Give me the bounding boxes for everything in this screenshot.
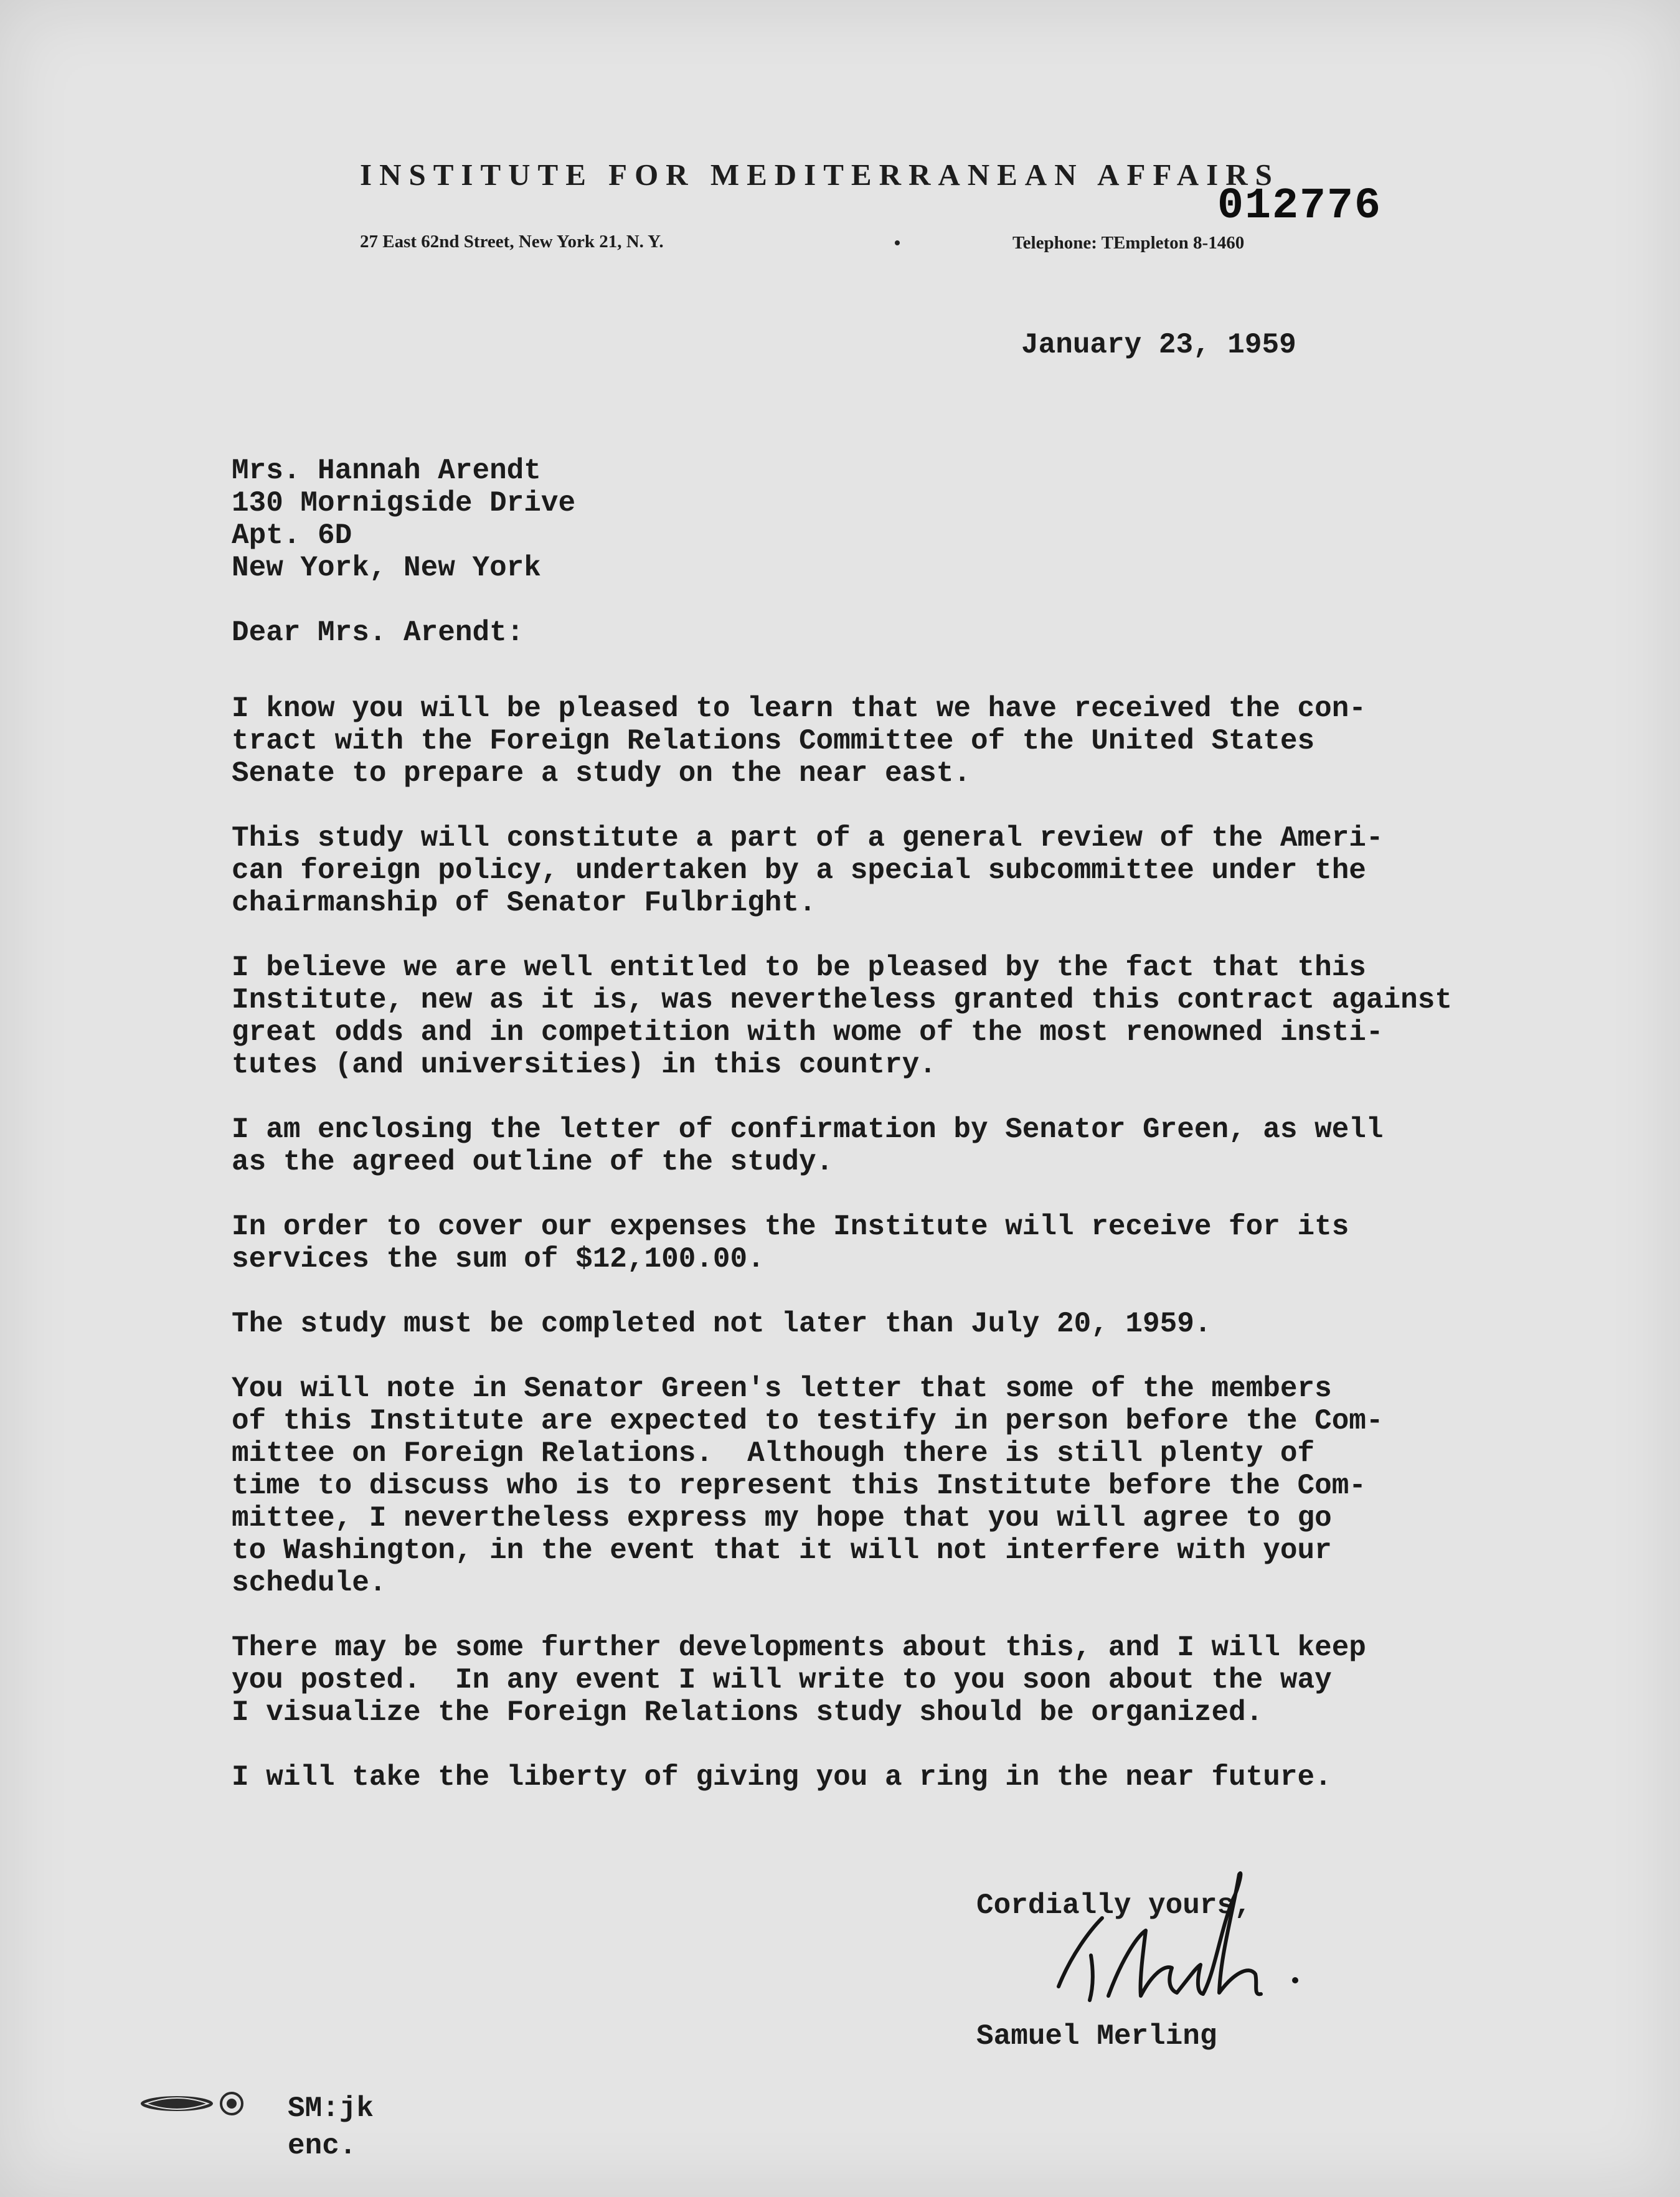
recipient-address-block: [232, 455, 575, 584]
body-line: The study must be completed not later than July 20, 1959.: [232, 1308, 1212, 1340]
body-line: chairmanship of Senator Fulbright.: [232, 887, 816, 919]
closing: Cordially yours,: [976, 1889, 1252, 1922]
body-line: You will note in Senator Green's letter that some of the members: [232, 1373, 1332, 1405]
body-line: mittee on Foreign Relations. Although there is still plenty of: [232, 1437, 1315, 1470]
body-line: There may be some further developments about this, and I will keep: [232, 1632, 1366, 1664]
paragraph-expenses: [232, 1211, 1452, 1275]
archive-stamp-number: 012776: [1217, 182, 1382, 231]
letterhead-organization: INSTITUTE FOR MEDITERRANEAN AFFAIRS: [360, 158, 1280, 192]
letterhead-separator-dot: [895, 240, 900, 245]
body-line: can foreign policy, undertaken by a special subcommittee under the: [232, 854, 1366, 887]
body-line: time to discuss who is to represent this Institute before the Com-: [232, 1470, 1366, 1502]
handwritten-signature: [1034, 1862, 1333, 2024]
enclosure-note: enc.: [288, 2130, 357, 2162]
paragraph-testimony: [232, 1373, 1452, 1599]
body-line: Senate to prepare a study on the near east.: [232, 757, 971, 790]
paragraph-deadline: [232, 1308, 1452, 1340]
body-line: you posted. In any event I will write to you soon about the way: [232, 1664, 1332, 1696]
body-line: services the sum of $12,100.00.: [232, 1243, 765, 1275]
paragraph-study-scope: [232, 822, 1452, 919]
paragraph-enclosure: [232, 1113, 1452, 1178]
body-line: I believe we are well entitled to be pleased by the fact that this: [232, 952, 1366, 984]
salutation: Dear Mrs. Arendt:: [232, 617, 524, 649]
signer-name: Samuel Merling: [976, 2020, 1217, 2053]
body-line: schedule.: [232, 1567, 387, 1599]
body-line: of this Institute are expected to testify in person before the Com-: [232, 1405, 1384, 1437]
recipient-city: New York, New York: [232, 552, 541, 584]
body-line: great odds and in competition with wome of the most renowned insti-: [232, 1016, 1384, 1049]
body-line: tract with the Foreign Relations Committee of the United States: [232, 725, 1315, 757]
body-line: I visualize the Foreign Relations study should be organized.: [232, 1696, 1263, 1729]
body-line: This study will constitute a part of a general review of the Ameri-: [232, 822, 1384, 854]
recipient-apartment: Apt. 6D: [232, 519, 352, 552]
body-line: as the agreed outline of the study.: [232, 1146, 834, 1178]
paragraph-received-contract: [232, 692, 1452, 790]
body-line: I will take the liberty of giving you a ring in the near future.: [232, 1761, 1332, 1793]
body-line: tutes (and universities) in this country.: [232, 1049, 937, 1081]
recipient-name: Mrs. Hannah Arendt: [232, 455, 541, 487]
reference-initials-block: [288, 2090, 374, 2165]
body-line: Institute, new as it is, was nevertheless granted this contract against: [232, 984, 1452, 1016]
recipient-street: 130 Mornigside Drive: [232, 487, 576, 519]
paragraph-ring: [232, 1761, 1452, 1793]
typist-initials: SM:jk: [288, 2092, 374, 2125]
letterhead-telephone: Telephone: TEmpleton 8-1460: [1012, 233, 1245, 253]
paragraph-institute-granted: [232, 952, 1452, 1081]
body-line: mittee, I nevertheless express my hope that you will agree to go: [232, 1502, 1332, 1534]
paragraph-developments: [232, 1632, 1452, 1729]
body-line: In order to cover our expenses the Institute will receive for its: [232, 1211, 1349, 1243]
body-line: I know you will be pleased to learn that we have received the con-: [232, 692, 1366, 725]
letter-date: January 23, 1959: [1021, 329, 1296, 361]
letterhead-address: 27 East 62nd Street, New York 21, N. Y.: [360, 232, 664, 252]
union-label-mark: [138, 2090, 257, 2117]
letter-body: [232, 692, 1452, 1826]
body-line: to Washington, in the event that it will not interfere with your: [232, 1534, 1332, 1567]
body-line: I am enclosing the letter of confirmation by Senator Green, as well: [232, 1113, 1384, 1146]
